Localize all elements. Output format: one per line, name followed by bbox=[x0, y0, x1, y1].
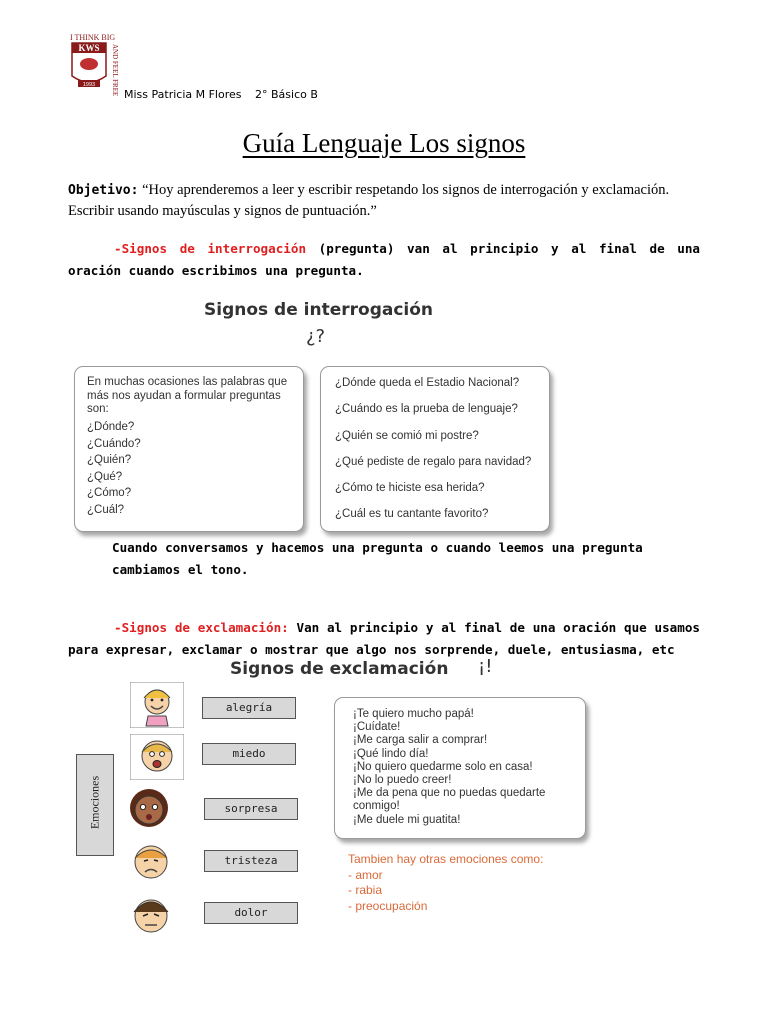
question-example: ¿Cuándo es la prueba de lenguaje? bbox=[335, 403, 518, 416]
question-word: ¿Quién? bbox=[87, 454, 132, 466]
exclamation-examples-box bbox=[334, 697, 586, 839]
objective-text: “Hoy aprenderemos a leer y escribir respetando los signos de interrogación y exclamación. Escribir usando mayúsculas y signos de puntuación.” bbox=[68, 182, 670, 219]
interrogation-heading: Signos de interrogación bbox=[204, 300, 434, 320]
logo-text-kws: KWS bbox=[78, 43, 100, 53]
emotion-label: sorpresa bbox=[204, 798, 298, 820]
sad-child-icon bbox=[124, 840, 178, 886]
interrogation-term: Signos de interrogación bbox=[121, 241, 307, 256]
grade-label: 2° Básico B bbox=[255, 88, 318, 101]
question-word: ¿Qué? bbox=[87, 470, 123, 483]
exclamation-example: ¡Qué lindo día! bbox=[353, 747, 429, 760]
other-emotions-title: Tambien hay otras emociones como: bbox=[348, 852, 544, 866]
happy-child-icon bbox=[130, 682, 184, 728]
exclamation-example: ¡Te quiero mucho papá! bbox=[353, 708, 474, 720]
exclamation-paragraph: -Signos de exclamación: Van al principio y al final de una oración que usamos para expresar, exclamar o mostrar que algo nos sorprende, duele, entusiasma, etc bbox=[68, 620, 700, 657]
emotion-label: tristeza bbox=[204, 850, 298, 872]
exclamation-example: ¡Me da pena que no puedas quedarte conmigo! bbox=[353, 787, 546, 813]
page-title: Guía Lenguaje Los signos bbox=[242, 128, 526, 158]
other-emotions bbox=[348, 852, 543, 914]
emotions-label: Emociones bbox=[87, 775, 102, 830]
exclamation-example: ¡Me carga salir a comprar! bbox=[353, 734, 488, 747]
emotion-label: miedo bbox=[202, 743, 296, 765]
objective bbox=[68, 180, 708, 221]
teacher-name: Miss Patricia M Flores bbox=[124, 88, 242, 101]
question-words-intro: En muchas ocasiones las palabras que más nos ayudan a formular preguntas son: bbox=[87, 376, 288, 415]
exclamation-desc: Van al principio y al final de una oración que usamos para expresar, exclamar o mostrar que algo nos sorprende, duele, entusiasma, etc bbox=[68, 620, 700, 657]
exclamation-term: Signos de exclamación: bbox=[121, 620, 289, 635]
other-emotion: - preocupación bbox=[348, 898, 428, 913]
question-word: ¿Cuándo? bbox=[87, 437, 141, 450]
objective-label: Objetivo: bbox=[68, 183, 139, 198]
question-word: ¿Cuál? bbox=[87, 503, 125, 516]
emotion-label: dolor bbox=[204, 902, 298, 924]
question-example: ¿Qué pediste de regalo para navidad? bbox=[335, 455, 532, 468]
emotions-label-box bbox=[76, 754, 114, 856]
question-example: ¿Cuál es tu cantante favorito? bbox=[335, 508, 489, 521]
question-example: ¿Cómo te hiciste esa herida? bbox=[335, 482, 485, 495]
question-words-box bbox=[74, 366, 304, 532]
tone-note: Cuando conversamos y hacemos una pregunta o cuando leemos una pregunta cambiamos el tono. bbox=[112, 540, 643, 577]
question-word: ¿Dónde? bbox=[87, 421, 135, 433]
question-example: ¿Dónde queda el Estadio Nacional? bbox=[335, 377, 520, 389]
logo-text-side: AND FEEL FREE bbox=[111, 44, 119, 96]
surprised-child-icon bbox=[122, 786, 176, 832]
question-examples-box bbox=[320, 366, 550, 532]
question-word: ¿Cómo? bbox=[87, 487, 132, 499]
exclamation-example: ¡Cuídate! bbox=[353, 721, 401, 734]
other-emotion: - amor bbox=[348, 867, 383, 882]
exclamation-example: ¡No quiero quedarme solo en casa! bbox=[353, 760, 533, 773]
school-logo bbox=[68, 32, 120, 96]
header bbox=[124, 88, 328, 101]
exclamation-example: ¡No lo puedo creer! bbox=[353, 774, 452, 787]
interrogation-paragraph: -Signos de interrogación (pregunta) van al principio y al final de una oración cuando escribimos una pregunta. bbox=[68, 241, 700, 278]
emotion-label: alegría bbox=[202, 697, 296, 719]
exclamation-example: ¡Me duele mi guatita! bbox=[353, 813, 461, 826]
interrogation-desc: (pregunta) van al principio y al final de una oración cuando escribimos una pregunta. bbox=[68, 241, 700, 278]
question-example: ¿Quién se comió mi postre? bbox=[335, 429, 479, 442]
logo-text-top: I THINK BIG bbox=[70, 33, 116, 42]
exclamation-heading: Signos de exclamación bbox=[230, 659, 449, 679]
logo-year: 1993 bbox=[82, 82, 96, 88]
scared-child-icon bbox=[130, 734, 184, 780]
interrogation-symbols: ¿? bbox=[306, 326, 326, 347]
pain-child-icon bbox=[124, 892, 178, 938]
other-emotion: - rabia bbox=[348, 883, 383, 897]
exclamation-symbols: ¡! bbox=[478, 656, 493, 677]
